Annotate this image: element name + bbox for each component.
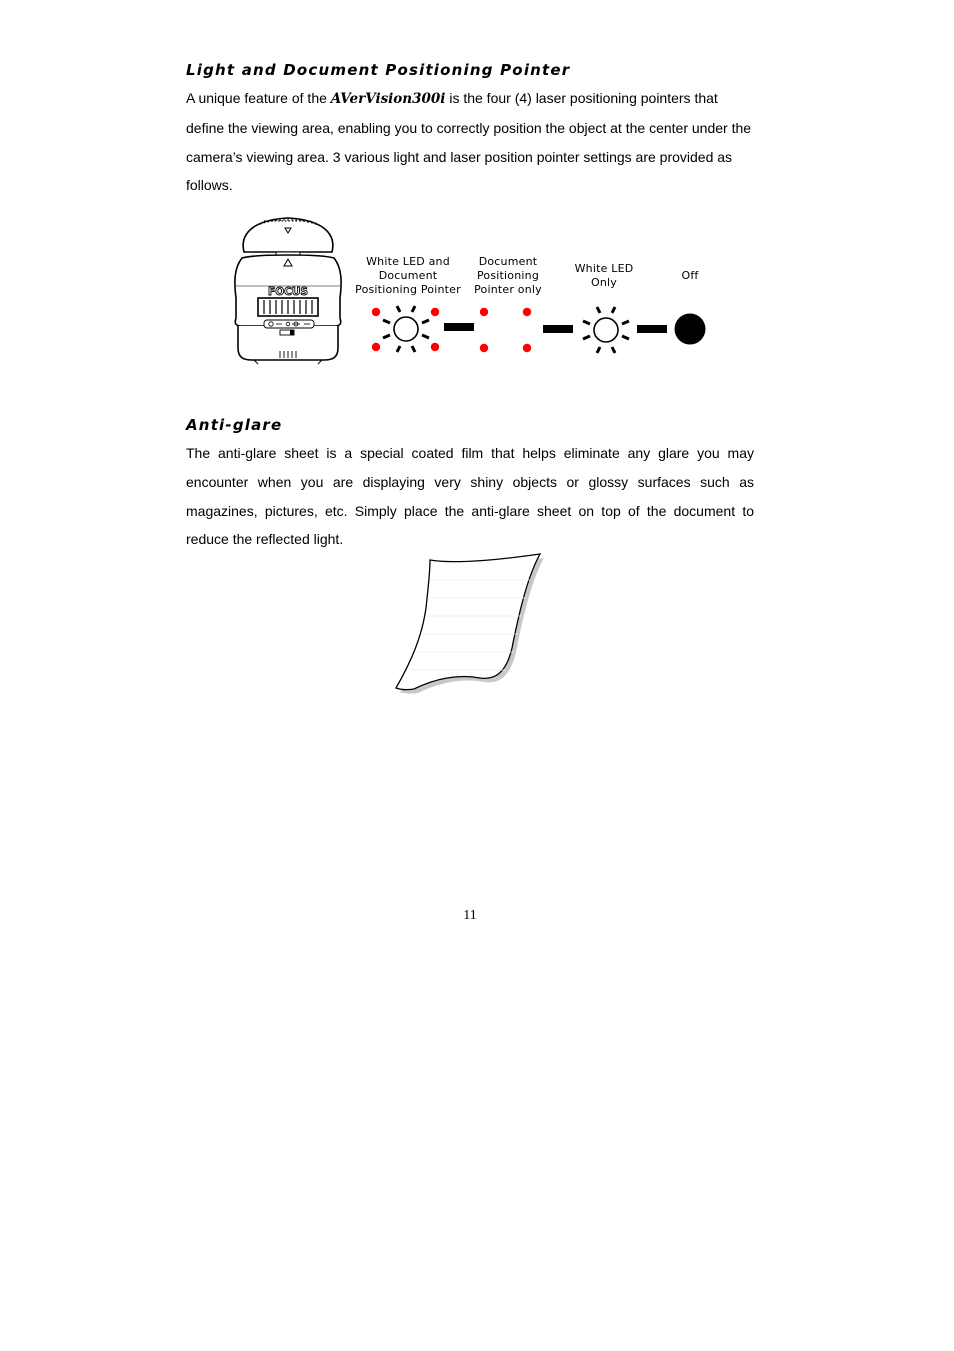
- product-name: AVerVision300i: [330, 91, 446, 107]
- led-sun-icon: [583, 307, 629, 353]
- section-heading-anti-glare: Anti-glare: [186, 416, 283, 434]
- laser-dot: [431, 343, 439, 351]
- section-heading-light-pointer: Light and Document Positioning Pointer: [186, 61, 571, 79]
- laser-dot: [523, 308, 531, 316]
- focus-label: FOCUS: [268, 286, 308, 298]
- section-paragraph-anti-glare: The anti-glare sheet is a special coated film that helps eliminate any glare you may encounter when you are displaying very shiny objects or glossy surfaces such as magazines, pictures, etc. Simply place the anti-glare sheet on top of the document to reduce the reflected light.: [186, 445, 754, 548]
- mode-label-off: Off: [681, 269, 699, 282]
- laser-dot: [523, 344, 531, 352]
- paragraph-text-end: is the four (4) laser positioning pointers that define the viewing area, enabling you to correctly position the object at the center under the camera’s viewing area. 3 various light and laser position pointer settings are provided as follows.: [186, 90, 752, 194]
- led-only-indicator: [576, 305, 636, 355]
- laser-dot: [480, 308, 488, 316]
- led-and-pointer-indicator: [370, 305, 442, 355]
- section-paragraph-light-pointer: [186, 84, 754, 200]
- page-number: 11: [463, 908, 477, 923]
- laser-dot: [372, 343, 380, 351]
- mode-separator: [543, 325, 573, 333]
- paragraph-text-start: A unique feature of the: [186, 90, 331, 106]
- laser-dot: [372, 308, 380, 316]
- anti-glare-sheet-illustration: [390, 552, 550, 698]
- mode-label-led-and-pointer: White LED and Document Positioning Pointer: [355, 255, 461, 296]
- led-sun-icon: [383, 306, 429, 352]
- laser-dot: [431, 308, 439, 316]
- off-indicator: [674, 313, 708, 347]
- mode-separator: [444, 323, 474, 331]
- mode-separator: [637, 325, 667, 333]
- mode-label-pointer-only: Document Positioning Pointer only: [474, 255, 542, 296]
- laser-dot: [480, 344, 488, 352]
- mode-label-led-only: White LED Only: [574, 262, 634, 289]
- pointer-only-indicator: [476, 305, 534, 355]
- camera-head-illustration: [230, 212, 346, 364]
